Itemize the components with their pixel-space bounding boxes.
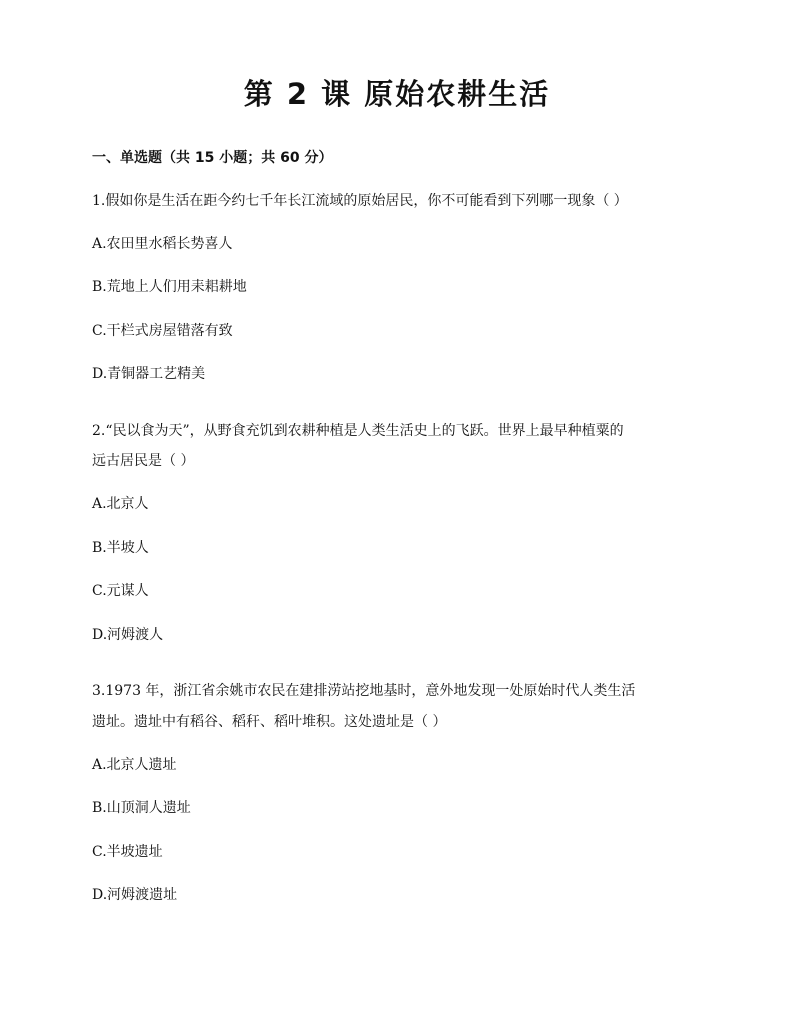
question-2-option-a[interactable]: A.北京人 [92, 496, 149, 512]
question-3-option-a[interactable]: A.北京人遗址 [92, 757, 177, 773]
question-1-option-a[interactable]: A.农田里水稻长势喜人 [92, 236, 233, 252]
question-3-option-b[interactable]: B.山顶洞人遗址 [92, 800, 191, 816]
question-1-option-c[interactable]: C.干栏式房屋错落有致 [92, 323, 233, 339]
question-2-option-c[interactable]: C.元谋人 [92, 583, 149, 599]
page-title: 第 2 课 原始农耕生活 [243, 77, 551, 111]
question-3-stem-line-1: 3.1973 年，浙江省余姚市农民在建排涝站挖地基时，意外地发现一处原始时代人类生活 [92, 683, 636, 699]
question-2-option-d[interactable]: D.河姆渡人 [92, 627, 164, 643]
question-1-option-d[interactable]: D.青铜器工艺精美 [92, 366, 206, 382]
question-1-option-b[interactable]: B.荒地上人们用耒耜耕地 [92, 279, 247, 295]
question-2-stem-line-1: 2.“民以食为天”，从野食充饥到农耕种植是人类生活史上的飞跃。世界上最早种植粟的 [92, 423, 624, 439]
question-1-stem: 1.假如你是生活在距今约七千年长江流域的原始居民，你不可能看到下列哪一现象（ ） [92, 193, 628, 209]
question-3-stem-line-2: 遗址。遗址中有稻谷、稻秆、稻叶堆积。这处遗址是（ ） [92, 714, 447, 730]
question-2-stem-line-2: 远古居民是（ ） [92, 453, 195, 469]
question-3-option-d[interactable]: D.河姆渡遗址 [92, 887, 178, 903]
section-header: 一、单选题（共 15 小题；共 60 分） [92, 150, 333, 166]
question-3-option-c[interactable]: C.半坡遗址 [92, 844, 163, 860]
question-2-option-b[interactable]: B.半坡人 [92, 540, 149, 556]
